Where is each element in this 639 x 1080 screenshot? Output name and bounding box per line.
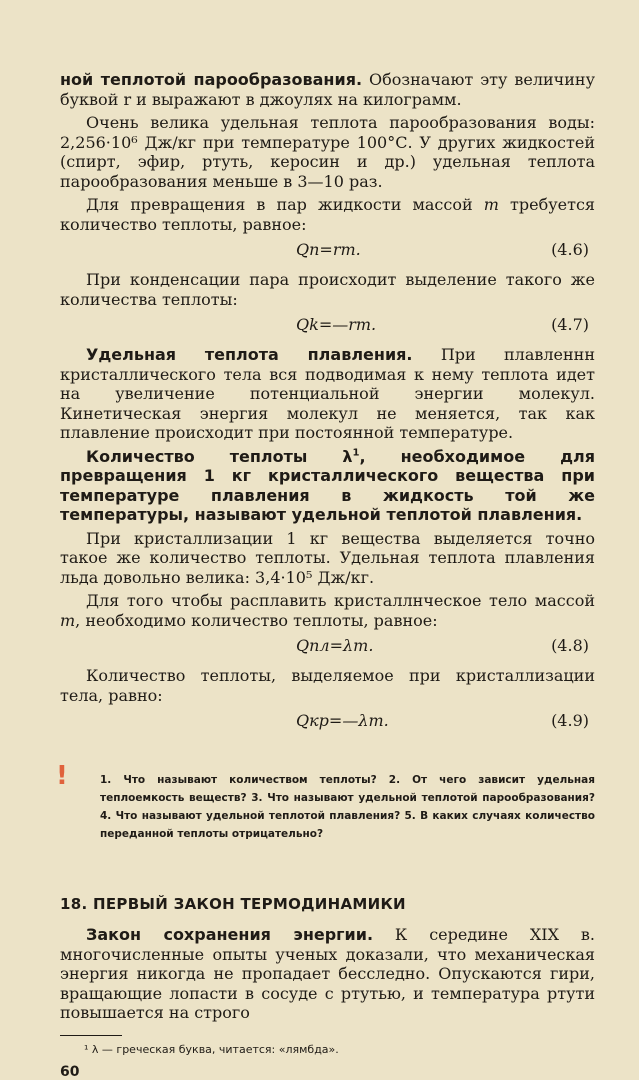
review-questions-text: 1. Что называют количеством теплоты? 2. От чего зависит удельная теплоемкость веществ? 3. Что называют удельной теплотой парообразования? 4. Что называют удельной теплотой плавления? 5. В каких случаях количество переданной теплоты отрицательно?: [100, 774, 595, 840]
footnote-divider: [60, 1035, 122, 1036]
term-melting-heat: Удельная теплота плавления.: [86, 345, 413, 364]
paragraph-1-text: Обозначают эту величину буквой r и выражают в джоулях на килограмм.: [60, 70, 595, 109]
formula-number: (4.8): [551, 636, 589, 655]
formula-expression: Qкр=—λm.: [296, 711, 389, 730]
section-title: 18. ПЕРВЫЙ ЗАКОН ТЕРМОДИНАМИКИ: [60, 895, 406, 913]
formula-4-6: [60, 240, 595, 260]
formula-4-8: [60, 636, 595, 656]
paragraph-9: Количество теплоты, выделяемое при кристаллизации тела, равно:: [60, 666, 595, 705]
mass-variable: m: [60, 610, 76, 630]
paragraph-4: При конденсации пара происходит выделение такого же количества теплоты:: [60, 270, 595, 309]
paragraph-3: Для превращения в пар жидкости массой m требуется количество теплоты, равное:: [60, 195, 595, 234]
formula-number: (4.9): [551, 711, 589, 730]
formula-number: (4.6): [551, 240, 589, 259]
exclamation-icon: !: [56, 761, 68, 791]
paragraph-8: Для того чтобы расплавить кристаллнческое тело массой m, необходимо количество теплоты, равное:: [60, 591, 595, 630]
paragraph-7: При кристаллизации 1 кг вещества выделяется точно такое же количество теплоты. Удельная теплота плавления льда довольно велика: 3,4·10⁵ Дж/кг.: [60, 528, 595, 587]
footnote-marker: 1: [352, 447, 360, 459]
paragraph-1: [60, 70, 595, 109]
term-vaporization-heat: ной теплотой парообразования.: [60, 70, 363, 89]
paragraph-2: Очень велика удельная теплота парообразования воды: 2,256·10⁶ Дж/кг при температуре 100°С. У других жидкостей (спирт, эфир, ртуть, керосин и др.) удельная теплота парообразования меньше в 3—10 раз.: [60, 113, 595, 191]
paragraph-5: Удельная теплота плавления. При плавленнн кристаллического тела вся подводимая к нему теплота идет на увеличение потенциальной энергии молекул. Кинетическая энергия молекул не меняется, так как плавление происходит при постоянной температуре.: [60, 345, 595, 442]
page-number: 60: [60, 1063, 80, 1080]
formula-number: (4.7): [551, 315, 589, 334]
mass-variable: m: [483, 195, 499, 214]
review-questions: [56, 761, 595, 843]
paragraph-10: Закон сохранения энергии. К середине XIX в. многочисленные опыты ученых доказали, что механическая энергия никогда не пропадает бесследно. Опускаются гири, вращающие лопасти в сосуде с ртутью, и температура ртути повышается на строго: [60, 925, 595, 1022]
definition-melting-heat: Количество теплоты $\lambda^1$, необходимое для превращения 1 кг кристаллического вещества при температуре плавления в жидкость той же температуры, называют удельной теплотой плавления.: [60, 446, 595, 524]
formula-4-9: [60, 711, 595, 731]
footnote: ¹ λ — греческая буква, читается: «лямбда».: [84, 1042, 339, 1056]
formula-4-7: [60, 315, 595, 335]
formula-expression: Qпл=λm.: [296, 636, 374, 655]
term-energy-conservation: Закон сохранения энергии.: [86, 925, 374, 944]
formula-expression: Qп=rm.: [296, 240, 361, 259]
formula-expression: Qk=—rm.: [296, 315, 377, 334]
